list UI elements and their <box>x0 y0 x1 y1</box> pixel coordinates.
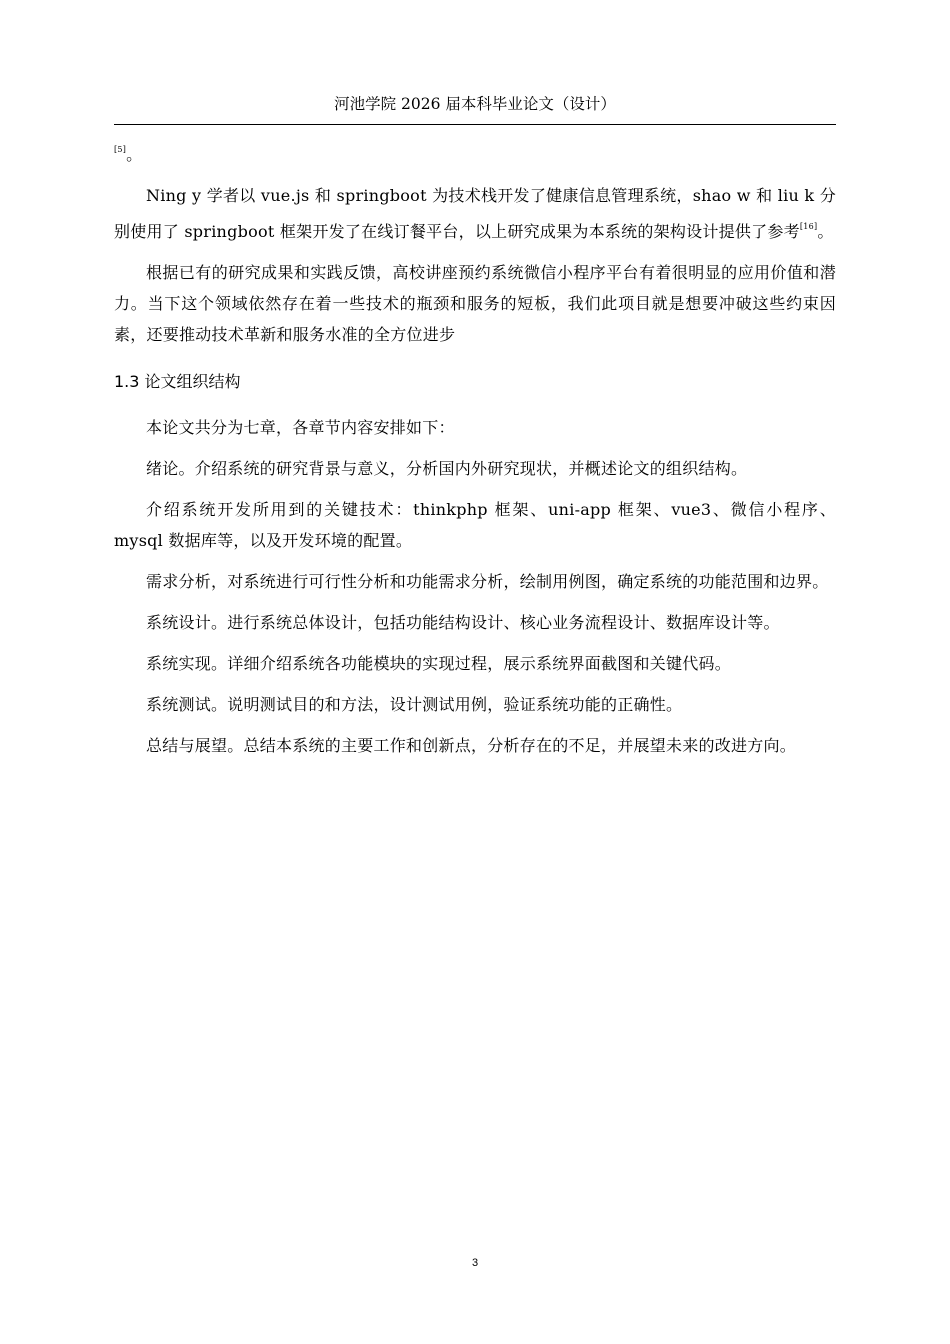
document-body <box>114 134 836 761</box>
page-number: 3 <box>471 1257 479 1269</box>
paragraph-tail: 。 <box>817 222 834 241</box>
page-header: 河池学院 2026 届本科毕业论文（设计） <box>334 95 616 113</box>
paragraph-continuation <box>114 134 836 170</box>
paragraph-summary: 根据已有的研究成果和实践反馈，高校讲座预约系统微信小程序平台有着很明显的应用价值和潜力。当下这个领域依然存在着一些技术的瓶颈和服务的短板，我们此项目就是想要冲破这些约束因素，还要推动技术革新和服务水准的全方位进步 <box>114 263 836 344</box>
section-title: 论文组织结构 <box>144 372 241 391</box>
paragraph-tail: 。 <box>126 145 143 164</box>
chapter-item: 介绍系统开发所用到的关键技术：thinkphp 框架、uni-app 框架、vue3、微信小程序、mysql 数据库等，以及开发环境的配置。 <box>114 500 836 550</box>
chapter-item: 绪论。介绍系统的研究背景与意义，分析国内外研究现状，并概述论文的组织结构。 <box>146 459 748 478</box>
chapter-item: 需求分析，对系统进行可行性分析和功能需求分析，绘制用例图，确定系统的功能范围和边界。 <box>146 572 829 591</box>
paragraph-text: Ning y 学者以 vue.js 和 springboot 为技术栈开发了健康信息管理系统，shao w 和 liu k 分别使用了 springboot 框架开发了在线订餐平台，以上研究成果为本系统的架构设计提供了参考 <box>114 186 836 241</box>
chapter-intro: 本论文共分为七章，各章节内容安排如下： <box>146 418 455 437</box>
chapter-item: 总结与展望。总结本系统的主要工作和创新点，分析存在的不足，并展望未来的改进方向。 <box>146 736 797 755</box>
header-rule <box>114 124 836 125</box>
chapter-item: 系统测试。说明测试目的和方法，设计测试用例，验证系统功能的正确性。 <box>146 695 683 714</box>
chapter-item: 系统实现。详细介绍系统各功能模块的实现过程，展示系统界面截图和关键代码。 <box>146 654 732 673</box>
paragraph-related-work <box>114 180 836 247</box>
section-number: 1.3 <box>114 372 140 391</box>
citation-ref: [5] <box>114 145 127 154</box>
citation-ref: [16] <box>799 222 818 231</box>
chapter-item: 系统设计。进行系统总体设计，包括功能结构设计、核心业务流程设计、数据库设计等。 <box>146 613 780 632</box>
section-heading <box>114 366 836 398</box>
